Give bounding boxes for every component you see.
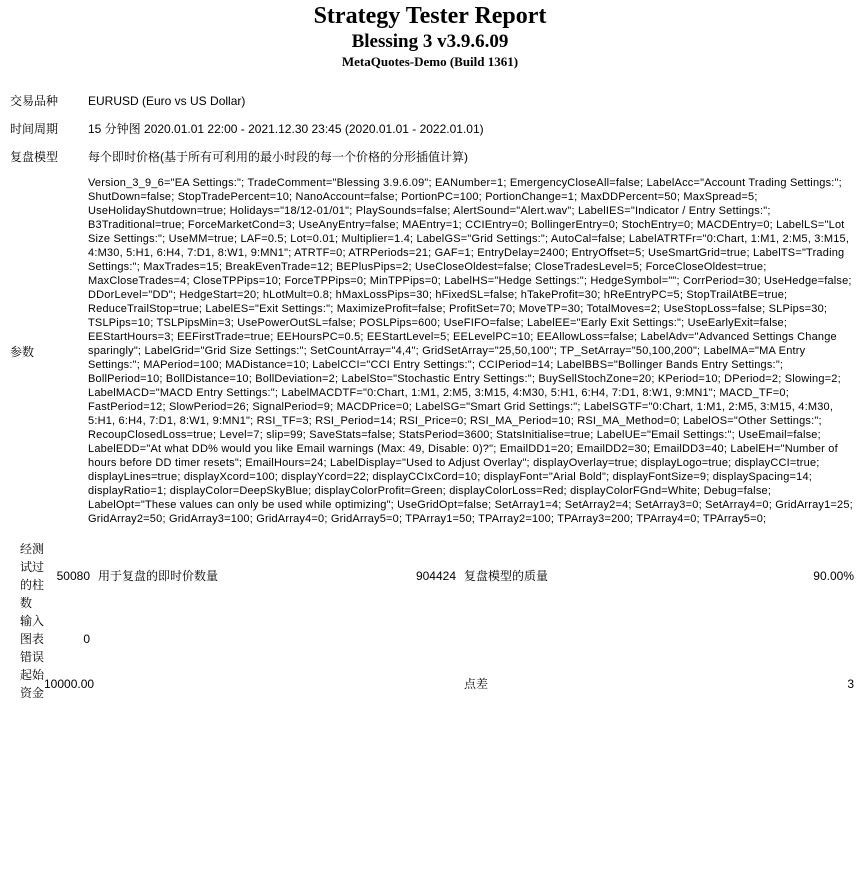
bars-tested-label: 经测试过的柱数 [20, 542, 45, 610]
mismatched-charts-value: 0 [83, 632, 90, 646]
mismatched-charts-label: 输入图表错误 [20, 614, 45, 664]
period-label: 时间周期 [10, 122, 59, 136]
bars-tested-value: 50080 [56, 569, 90, 583]
parameters-label: 参数 [10, 344, 35, 359]
ticks-modelled-value: 904424 [415, 569, 456, 583]
bars-tested-row [10, 540, 854, 612]
initial-deposit-value: 10000.00 [44, 677, 95, 691]
period-row [10, 115, 856, 143]
parameters-row [10, 171, 856, 532]
report-header [0, 0, 860, 70]
mismatched-charts-row [10, 612, 854, 666]
model-label: 复盘模型 [10, 150, 59, 164]
period-value: 15 分钟图 2020.01.01 22:00 - 2021.12.30 23:45 (2020.01.01 - 2022.01.01) [88, 122, 484, 136]
parameters-value: Version_3_9_6="EA Settings:"; TradeComment="Blessing 3.9.6.09"; EANumber=1; EmergencyCloseAll=false; LabelAcc="Account Trading Settings:"; ShutDown=false; StopTradePercent=10; NanoAccount=false; PortionPC=100; PortionChange=1; MaxDDPercent=50; MaxSpread=5; UseHolidayShutdown=true; Holidays="18/12-01/01"; PlaySounds=false; AlertSound="Alert.wav"; LabelIES="Indicator / Entry Settings:"; B3Traditional=true; ForceMarketCond=3; UseAnyEntry=false; MAEntry=1; CCIEntry=0; BollingerEntry=0; StochEntry=0; MACDEntry=0; LabelLS="Lot Size Settings:"; UseMM=true; LAF=0.5; Lot=0.01; Multiplier=1.4; LabelGS="Grid Settings:"; AutoCal=false; LabelATRTFr="0:Chart, 1:M1, 2:M5, 3:M15, 4:M30, 5:H1, 6:H4, 7:D1, 8:W1, 9:MN1"; ATRTF=0; ATRPeriods=21; GAF=1; EntryDelay=2400; EntryOffset=5; UseSmartGrid=true; LabelTS="Trading Settings:"; MaxTrades=15; BreakEvenTrade=12; BEPlusPips=2; UseCloseOldest=false; CloseTradesLevel=5; ForceCloseOldest=true; MaxCloseTrades=4; CloseTPPips=10; ForceTPPips=0; MinTPPips=0; LabelHS="Hedge Settings:"; HedgeSymbol=""; CorrPeriod=30; UseHedge=false; DDorLevel="DD"; HedgeStart=20; hLotMult=0.8; hMaxLossPips=30; hFixedSL=false; hTakeProfit=30; hReEntryPC=5; StopTrailAtBE=true; ReduceTrailStop=true; LabelES="Exit Settings:"; MaximizeProfit=false; ProfitSet=70; MoveTP=30; TotalMoves=2; UseStopLoss=false; SLPips=30; TSLPips=10; TSLPipsMin=3; UsePowerOutSL=false; POSLPips=600; UseFIFO=false; LabelEE="Early Exit Settings:"; UseEarlyExit=false; EEStartHours=3; EEFirstTrade=true; EEHoursPC=0.5; EEStartLevel=5; EELevelPC=10; EEAllowLoss=false; LabelAdv="Advanced Settings Change sparingly"; LabelGrid="Grid Size Settings:"; SetCountArray="4,4"; GridSetArray="25,50,100"; TP_SetArray="50,100,200"; LabelMA="MA Entry Settings:"; MAPeriod=100; MADistance=10; LabelCCI="CCI Entry Settings:"; CCIPeriod=14; LabelBBS="Bollinger Bands Entry Settings:"; BollPeriod=10; BollDistance=10; BollDeviation=2; LabelSto="Stochastic Entry Settings:"; BuySellStochZone=20; KPeriod=10; DPeriod=2; Slowing=2; LabelMACD="MACD Entry Settings:"; LabelMACDTF="0:Chart, 1:M1, 2:M5, 3:M15, 4:M30, 5:H1, 6:H4, 7:D1, 8:W1, 9:MN1"; MACD_TF=0; FastPeriod=12; SlowPeriod=26; SignalPeriod=9; MACDPrice=0; LabelSG="Smart Grid Settings:"; LabelSGTF="0:Chart, 1:M1, 2:M5, 3:M15, 4:M30, 5:H1, 6:H4, 7:D1, 8:W1, 9:MN1"; RSI_TF=3; RSI_Period=14; RSI_Price=0; RSI_MA_Period=10; RSI_MA_Method=0; LabelOS="Other Settings:"; RecoupClosedLoss=true; Level=7; slip=99; SaveStats=false; StatsPeriod=3600; StatsInitialise=true; LabelUE="Email Settings:"; UseEmail=false; LabelEDD="At what DD% would you like Email warnings (Max: 49, Disable: 0)?"; EmailDD1=20; EmailDD2=30; EmailDD3=40; LabelEH="Number of hours before DD timer resets"; EmailHours=24; LabelDisplay="Used to Adjust Overlay"; displayOverlay=true; displayLogo=true; displayCCI=true; displayLines=true; displayXcord=100; displayYcord=22; displayCCIxCord=10; displayFont="Arial Bold"; displayFontSize=9; displaySpacing=14; displayRatio=1; displayColor=DeepSkyBlue; displayColorProfit=Green; displayColorLoss=Red; displayColorFGnd=White; Debug=false; LabelOpt="These values can only be used while optimizing"; UseGridOpt=false; SetArray1=4; SetArray2=4; SetArray3=0; SetArray4=0; GridArray1=25; GridArray2=50; GridArray3=100; GridArray4=0; GridArray5=0; TPArray1=50; TPArray2=100; TPArray3=200; TPArray4=0; TPArray5=0; [88, 177, 853, 525]
spread-value: 3 [847, 677, 854, 691]
ea-name: Blessing 3 v3.9.6.09 [351, 31, 509, 52]
info-table [10, 87, 856, 532]
server-build: MetaQuotes-Demo (Build 1361) [341, 54, 519, 69]
symbol-value: EURUSD (Euro vs US Dollar) [88, 93, 246, 108]
symbol-label: 交易品种 [10, 94, 59, 108]
ticks-modelled-label: 用于复盘的即时价数量 [98, 569, 219, 583]
symbol-row [10, 87, 856, 115]
modelling-quality-value: 90.00% [813, 569, 854, 583]
spread-label: 点差 [464, 677, 489, 691]
initial-deposit-row [10, 666, 854, 702]
modelling-quality-label: 复盘模型的质量 [464, 569, 549, 583]
model-value: 每个即时价格(基于所有可利用的最小时段的每一个价格的分形插值计算) [88, 150, 468, 164]
model-row [10, 143, 856, 171]
initial-deposit-label: 起始资金 [20, 668, 45, 700]
stats-table [10, 540, 854, 702]
report-title: Strategy Tester Report [313, 3, 547, 29]
